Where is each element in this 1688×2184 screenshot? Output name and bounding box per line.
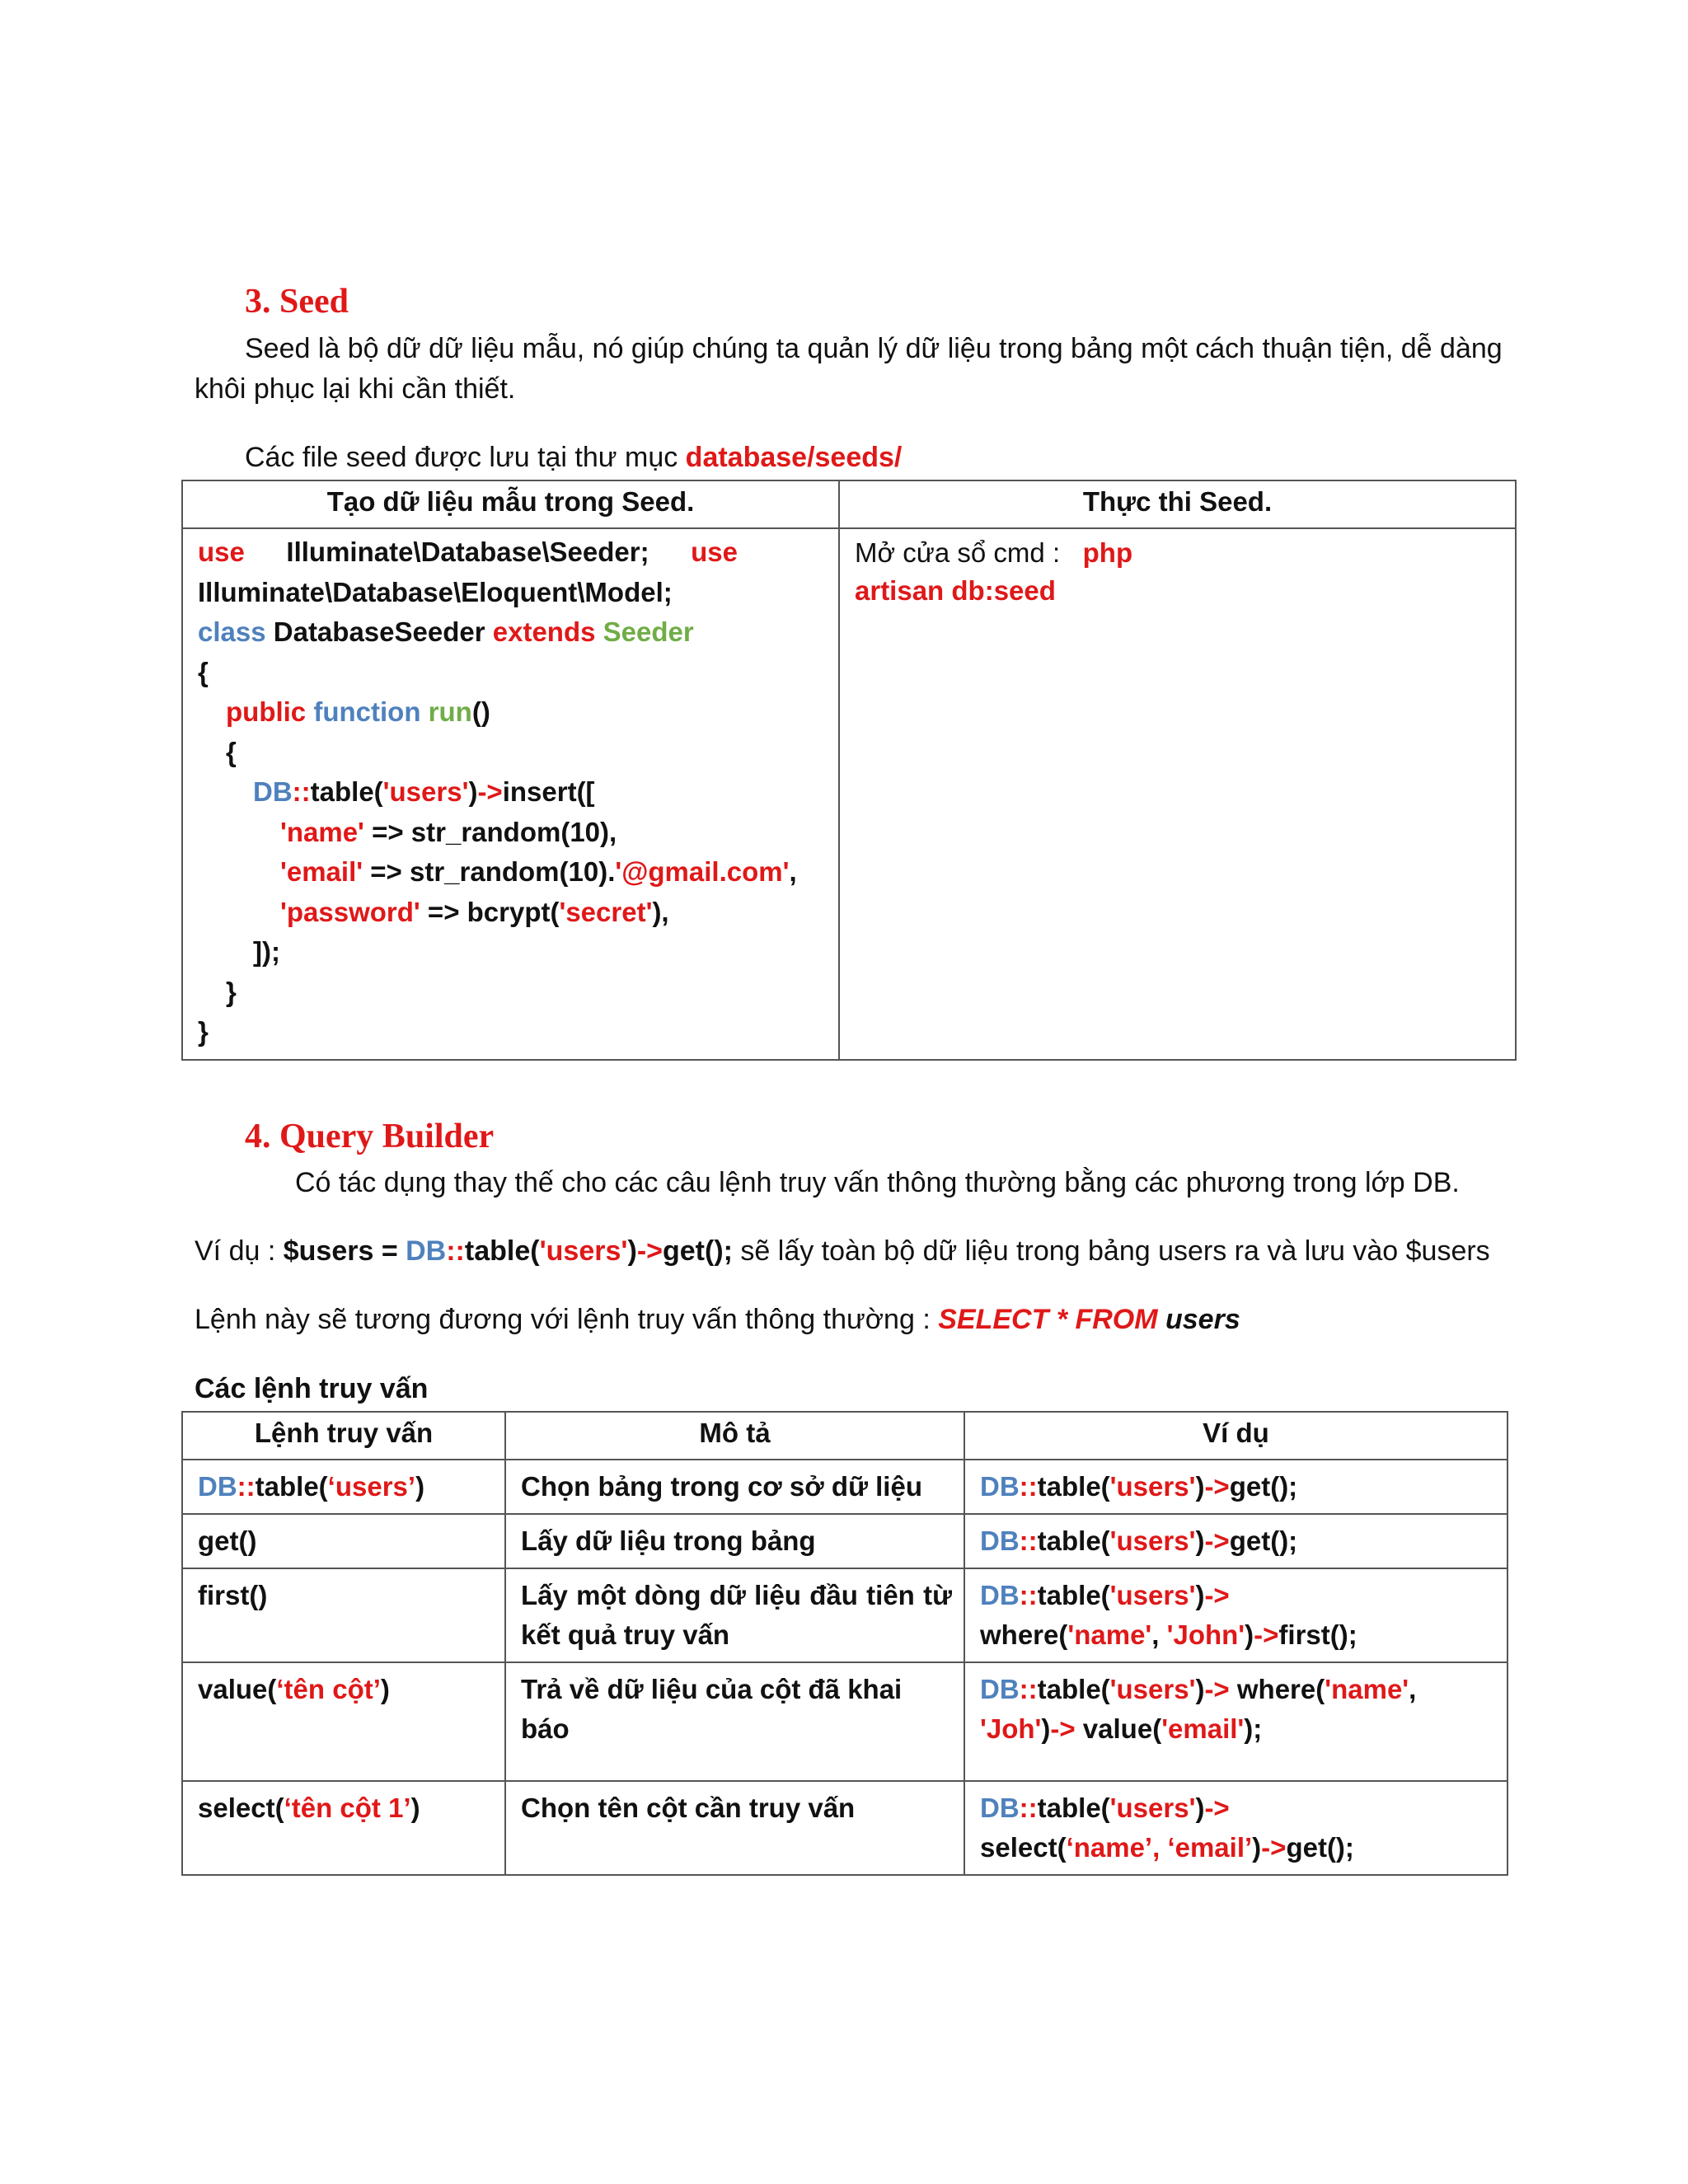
qb-r1-cmd-arg: ‘users’ [327, 1471, 416, 1502]
qb-r4-example [964, 1662, 1507, 1781]
qb-r3-ex-name: 'name' [1067, 1619, 1152, 1650]
code-gmail-str: '@gmail.com' [615, 856, 790, 887]
code-line-12: } [226, 976, 237, 1007]
code-line-10 [198, 893, 827, 933]
code-close-paren: ) [468, 776, 478, 807]
code-line-13: } [198, 1016, 209, 1047]
qb-r5-desc: Chọn tên cột cần truy vấn [505, 1781, 964, 1875]
code-email-val: => str_random(10). [363, 856, 616, 887]
qb-r5-ex-close2: ) [1252, 1832, 1262, 1863]
qb-example-desc: sẽ lấy toàn bộ dữ liệu trong bảng users ra và lưu vào $users [732, 1235, 1490, 1267]
code-insert: insert([ [502, 776, 595, 807]
seed-col2-header: Thực thi Seed. [839, 480, 1516, 528]
seed-run-line1 [855, 534, 1503, 572]
qb-r3-ex-arrow2: -> [1254, 1619, 1279, 1650]
qb-example-table: table( [464, 1235, 540, 1267]
qb-r2-ex-users: 'users' [1109, 1526, 1196, 1556]
qb-r3-ex-sep: , [1151, 1619, 1167, 1650]
qb-r2-desc: Lấy dữ liệu trong bảng [505, 1514, 964, 1568]
qb-r3-ex-where: where( [980, 1619, 1068, 1650]
code-line-3 [198, 612, 827, 653]
code-name-val: => str_random(10), [363, 816, 617, 847]
code-line-1 [198, 532, 738, 573]
qb-r4-ex-joh: 'Joh' [980, 1713, 1042, 1744]
code-ns-seeder: Illuminate\Database\Seeder; [286, 537, 649, 567]
qb-r5-ex-arrow2: -> [1261, 1832, 1287, 1863]
code-line-11: ]); [253, 936, 280, 967]
qb-r4-ex-arrow2: -> [1050, 1713, 1076, 1744]
qb-r5-ex-cols: ‘name’, ‘email’ [1066, 1832, 1253, 1863]
table-row [182, 1514, 1507, 1568]
code-line-4: { [198, 656, 209, 687]
code-comma: , [789, 856, 797, 887]
code-table-open: table( [310, 776, 383, 807]
qb-r4-ex-dcolon: :: [1019, 1674, 1038, 1704]
code-extends-kw: extends [492, 616, 596, 647]
qb-r4-ex-users: 'users' [1109, 1674, 1196, 1704]
qb-r1-ex-dcolon: :: [1019, 1471, 1038, 1502]
qb-r4-ex-email: 'email' [1161, 1713, 1245, 1744]
table-row [182, 1460, 1507, 1514]
qb-r4-ex-value: value( [1075, 1713, 1162, 1744]
qb-r1-desc: Chọn bảng trong cơ sở dữ liệu [505, 1460, 964, 1514]
qb-equiv-users: users [1157, 1304, 1240, 1335]
qb-r3-ex-users: 'users' [1109, 1580, 1196, 1610]
qb-commands-table [181, 1411, 1508, 1876]
code-dcolon: :: [292, 776, 311, 807]
qb-r2-ex-db: DB [980, 1526, 1020, 1556]
code-line-2: Illuminate\Database\Eloquent\Model; [198, 576, 673, 607]
seed-intro-line2: khôi phục lại khi cần thiết. [195, 373, 516, 405]
qb-equiv-text: Lệnh này sẽ tương đương với lệnh truy vấn thông thường : [195, 1304, 939, 1335]
code-line-9 [198, 852, 827, 893]
qb-r3-ex-rest: first(); [1278, 1619, 1357, 1650]
seed-run-label: Mở cửa sổ cmd : [855, 537, 1061, 568]
seed-folder-line [245, 437, 902, 478]
qb-r1-cmd [182, 1460, 505, 1514]
qb-r2-ex-dcolon: :: [1019, 1526, 1038, 1556]
qb-r2-ex-table: table( [1037, 1526, 1110, 1556]
qb-intro: Có tác dụng thay thế cho các câu lệnh truy vấn thông thường bằng các phương trong lớp DB. [295, 1167, 1460, 1198]
qb-r1-ex-table: table( [1037, 1471, 1110, 1502]
qb-r1-ex-db: DB [980, 1471, 1020, 1502]
qb-r1-ex-arrow: -> [1204, 1471, 1230, 1502]
code-pw-close: ), [652, 896, 669, 927]
table-row [182, 1568, 1507, 1662]
qb-r4-cmd-close: ) [380, 1674, 390, 1704]
qb-r3-cmd: first() [182, 1568, 505, 1662]
qb-r5-cmd [182, 1781, 505, 1875]
qb-r1-cmd-db: DB [198, 1471, 237, 1502]
seed-run-artisan: artisan db:seed [855, 575, 1056, 606]
qb-example-close: ) [627, 1235, 637, 1267]
qb-r5-example [964, 1781, 1507, 1875]
code-class-kw: class [198, 616, 266, 647]
qb-r4-cmd-arg: ‘tên cột’ [276, 1674, 381, 1704]
qb-r4-ex-arrow: -> [1204, 1674, 1230, 1704]
qb-r1-ex-close: ) [1195, 1471, 1205, 1502]
qb-r5-cmd-fn: select( [198, 1793, 284, 1823]
qb-r3-ex-john: 'John' [1166, 1619, 1245, 1650]
qb-example-users: 'users' [539, 1235, 628, 1267]
qb-r1-ex-users: 'users' [1109, 1471, 1196, 1502]
qb-r3-example [964, 1568, 1507, 1662]
code-run-parens: () [471, 696, 490, 727]
qb-r4-ex-end: ); [1244, 1713, 1263, 1744]
qb-r5-cmd-arg: ‘tên cột 1’ [284, 1793, 411, 1823]
qb-r5-ex-select: select( [980, 1832, 1067, 1863]
qb-r3-ex-close2: ) [1245, 1619, 1254, 1650]
table-row [182, 1662, 1507, 1781]
qb-r1-ex-rest: get(); [1229, 1471, 1298, 1502]
qb-r5-ex-rest: get(); [1286, 1832, 1354, 1863]
qb-header-cmd: Lệnh truy vấn [182, 1412, 505, 1460]
code-class-name: DatabaseSeeder [265, 616, 493, 647]
qb-r4-ex-close: ) [1195, 1674, 1205, 1704]
code-secret-str: 'secret' [559, 896, 653, 927]
qb-equiv-line [195, 1299, 1240, 1340]
qb-example-var: $users = [283, 1235, 406, 1267]
qb-r1-cmd-fn: table( [255, 1471, 328, 1502]
code-password-key: 'password' [280, 896, 420, 927]
qb-r5-ex-arrow: -> [1204, 1793, 1230, 1823]
code-run-fn: run [428, 696, 472, 727]
qb-r5-ex-dcolon: :: [1019, 1793, 1038, 1823]
qb-example-line [195, 1230, 1490, 1272]
code-name-key: 'name' [280, 816, 364, 847]
qb-r3-ex-arrow: -> [1204, 1580, 1230, 1610]
seed-code-cell [182, 528, 839, 1060]
qb-example-dcolon: :: [446, 1235, 465, 1267]
qb-header-example: Ví dụ [964, 1412, 1507, 1460]
qb-r4-cmd [182, 1662, 505, 1781]
code-arrow: -> [477, 776, 503, 807]
qb-r2-example [964, 1514, 1507, 1568]
qb-r4-ex-sep: , [1409, 1674, 1417, 1704]
code-use-kw: use [198, 537, 245, 567]
seed-folder-text: Các file seed được lưu tại thư mục [245, 442, 686, 473]
qb-r5-cmd-close: ) [410, 1793, 420, 1823]
code-password-val: => bcrypt( [420, 896, 560, 927]
code-function-kw: function [313, 696, 421, 727]
qb-r2-ex-arrow: -> [1204, 1526, 1230, 1556]
qb-r3-ex-dcolon: :: [1019, 1580, 1038, 1610]
qb-r1-cmd-dcolon: :: [237, 1471, 256, 1502]
qb-r1-cmd-close: ) [415, 1471, 425, 1502]
code-line-7 [198, 772, 827, 813]
qb-example-arrow: -> [636, 1235, 663, 1267]
code-users-str: 'users' [382, 776, 469, 807]
qb-r3-ex-table: table( [1037, 1580, 1110, 1610]
seed-run-cell [839, 528, 1516, 1060]
qb-r4-ex-close2: ) [1041, 1713, 1051, 1744]
seed-heading: 3. Seed [245, 283, 349, 321]
qb-r3-ex-close: ) [1195, 1580, 1205, 1610]
qb-r5-ex-users: 'users' [1109, 1793, 1196, 1823]
code-public-kw: public [226, 696, 307, 727]
code-line-8 [198, 813, 827, 853]
qb-r4-ex-db: DB [980, 1674, 1020, 1704]
seed-intro-line1: Seed là bộ dữ dữ liệu mẫu, nó giúp chúng ta quản lý dữ liệu trong bảng một cách thuận tiện, dễ dàng [245, 333, 1503, 364]
qb-r4-ex-where: where( [1229, 1674, 1325, 1704]
qb-r2-cmd: get() [182, 1514, 505, 1568]
qb-r2-ex-close: ) [1195, 1526, 1205, 1556]
code-db: DB [253, 776, 293, 807]
code-use-kw-2: use [691, 537, 738, 567]
qb-r4-cmd-fn: value( [198, 1674, 277, 1704]
qb-r5-ex-table: table( [1037, 1793, 1110, 1823]
seed-folder-path: database/seeds/ [685, 442, 903, 473]
qb-commands-title: Các lệnh truy vấn [195, 1373, 429, 1404]
code-line-6: { [226, 736, 237, 767]
qb-r3-desc: Lấy một dòng dữ liệu đầu tiên từ kết quả truy vấn [505, 1568, 964, 1662]
qb-equiv-sql: SELECT * FROM [938, 1304, 1158, 1335]
table-row [182, 1781, 1507, 1875]
seed-col1-header: Tạo dữ liệu mẫu trong Seed. [182, 480, 839, 528]
seed-table [181, 480, 1517, 1061]
qb-r1-example [964, 1460, 1507, 1514]
code-line-5 [198, 692, 827, 733]
qb-r3-ex-db: DB [980, 1580, 1020, 1610]
seed-run-php: php [1082, 537, 1133, 568]
code-parent-class: Seeder [595, 616, 694, 647]
qb-r4-ex-table: table( [1037, 1674, 1110, 1704]
qb-example-prefix: Ví dụ : [195, 1235, 284, 1267]
qb-r2-ex-rest: get(); [1229, 1526, 1298, 1556]
code-email-key: 'email' [280, 856, 363, 887]
qb-header-desc: Mô tả [505, 1412, 964, 1460]
qb-r4-desc: Trả về dữ liệu của cột đã khai báo [505, 1662, 964, 1781]
qb-r5-ex-close: ) [1195, 1793, 1205, 1823]
qb-r5-ex-db: DB [980, 1793, 1020, 1823]
qb-example-get: get(); [663, 1235, 733, 1267]
qb-heading: 4. Query Builder [245, 1118, 495, 1155]
qb-example-db: DB [406, 1235, 447, 1267]
qb-r4-ex-name: 'name' [1325, 1674, 1409, 1704]
